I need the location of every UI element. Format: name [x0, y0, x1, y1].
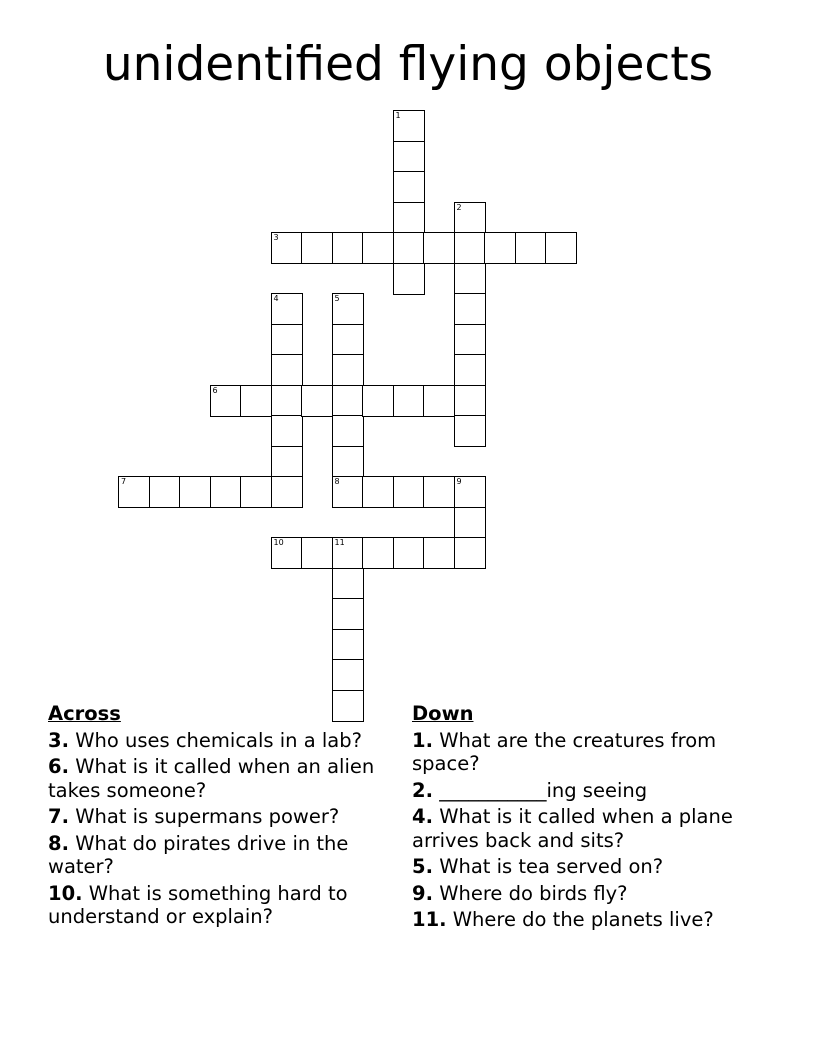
grid-cell[interactable] — [271, 232, 303, 264]
cell-number: 7 — [121, 477, 127, 486]
grid-cell[interactable] — [149, 476, 181, 508]
grid-cell[interactable] — [454, 293, 486, 325]
grid-cell[interactable] — [332, 232, 364, 264]
grid-cell[interactable] — [454, 476, 486, 508]
grid-cell[interactable] — [454, 354, 486, 386]
clue-across-6: 6. What is it called when an alien takes someone? — [48, 755, 375, 802]
grid-cell[interactable] — [454, 385, 486, 417]
grid-cell[interactable] — [332, 659, 364, 691]
cell-number: 11 — [334, 538, 345, 547]
cell-number: 5 — [334, 294, 340, 303]
grid-cell[interactable] — [393, 385, 425, 417]
cell-number: 10 — [273, 538, 284, 547]
clue-down-1: 1. What are the creatures from space? — [412, 728, 717, 775]
grid-cell[interactable] — [332, 537, 364, 569]
grid-cell[interactable] — [271, 415, 303, 447]
grid-cell[interactable] — [362, 232, 394, 264]
grid-cell[interactable] — [332, 446, 364, 478]
cell-number: 3 — [273, 233, 279, 242]
grid-cell[interactable] — [454, 415, 486, 447]
grid-cell[interactable] — [393, 171, 425, 203]
down-clues — [412, 702, 762, 935]
clue-across-10: 10. What is something hard to understand or explain? — [48, 881, 348, 928]
grid-cell[interactable] — [423, 537, 455, 569]
grid-cell[interactable] — [240, 385, 272, 417]
clue-across-3: 3. Who uses chemicals in a lab? — [48, 728, 362, 752]
grid-cell[interactable] — [515, 232, 547, 264]
puzzle-title: unidentified flying objects — [102, 37, 714, 92]
grid-cell[interactable] — [301, 537, 333, 569]
grid-cell[interactable] — [332, 415, 364, 447]
cell-number: 6 — [212, 385, 218, 395]
grid-cell[interactable] — [240, 476, 272, 508]
grid-cell[interactable] — [301, 232, 333, 264]
grid-cell[interactable] — [454, 537, 486, 569]
grid-cell[interactable] — [332, 354, 364, 386]
grid-cell[interactable] — [393, 537, 425, 569]
clue-across-8: 8. What do pirates drive in the water? — [48, 831, 349, 878]
grid-cell[interactable] — [210, 385, 242, 417]
grid-cell[interactable] — [118, 476, 150, 508]
grid-cell[interactable] — [271, 293, 303, 325]
grid-cell[interactable] — [393, 141, 425, 173]
grid-cell[interactable] — [393, 232, 425, 264]
grid-cell[interactable] — [301, 385, 333, 417]
grid-cell[interactable] — [332, 324, 364, 356]
grid-cell[interactable] — [423, 232, 455, 264]
grid-cell[interactable] — [210, 476, 242, 508]
clue-across-7: 7. What is supermans power? — [48, 805, 340, 828]
grid-cell[interactable] — [332, 385, 364, 417]
grid-cell[interactable] — [423, 476, 455, 508]
clue-down-4: 4. What is it called when a plane arrives back and sits? — [412, 805, 733, 852]
grid-cell[interactable] — [332, 629, 364, 661]
clue-down-5: 5. What is tea served on? — [412, 855, 664, 878]
cell-number: 9 — [456, 477, 462, 486]
cell-number: 2 — [456, 202, 462, 212]
cell-number: 8 — [334, 477, 340, 486]
grid-cell[interactable] — [271, 446, 303, 478]
grid-cell[interactable] — [332, 568, 364, 600]
grid-cell[interactable] — [393, 110, 425, 142]
grid-cell[interactable] — [545, 232, 577, 264]
grid-cell[interactable] — [454, 507, 486, 539]
grid-cell[interactable] — [271, 537, 303, 569]
grid-cell[interactable] — [454, 324, 486, 356]
clue-down-11: 11. Where do the planets live? — [412, 908, 714, 931]
across-heading: Across — [48, 702, 121, 725]
grid-cell[interactable] — [332, 293, 364, 325]
grid-cell[interactable] — [332, 476, 364, 508]
grid-cell[interactable] — [271, 385, 303, 417]
grid-cell[interactable] — [362, 385, 394, 417]
grid-cell[interactable] — [271, 354, 303, 386]
grid-cell[interactable] — [393, 476, 425, 508]
across-clues — [48, 702, 398, 932]
grid-cell[interactable] — [179, 476, 211, 508]
grid-cell[interactable] — [362, 476, 394, 508]
grid-cell[interactable] — [484, 232, 516, 264]
cell-number: 1 — [395, 111, 401, 120]
grid-cell[interactable] — [454, 232, 486, 264]
grid-cell[interactable] — [362, 537, 394, 569]
grid-cell[interactable] — [454, 263, 486, 295]
grid-cell[interactable] — [271, 476, 303, 508]
grid-cell[interactable] — [332, 598, 364, 630]
down-heading: Down — [412, 702, 474, 725]
grid-cell[interactable] — [393, 263, 425, 295]
clue-down-9: 9. Where do birds fly? — [412, 881, 628, 905]
cell-number: 4 — [273, 294, 279, 303]
grid-cell[interactable] — [393, 202, 425, 234]
clue-down-2: 2. ___________ing seeing — [412, 778, 648, 802]
grid-cell[interactable] — [454, 202, 486, 234]
grid-cell[interactable] — [271, 324, 303, 356]
grid-cell[interactable] — [423, 385, 455, 417]
